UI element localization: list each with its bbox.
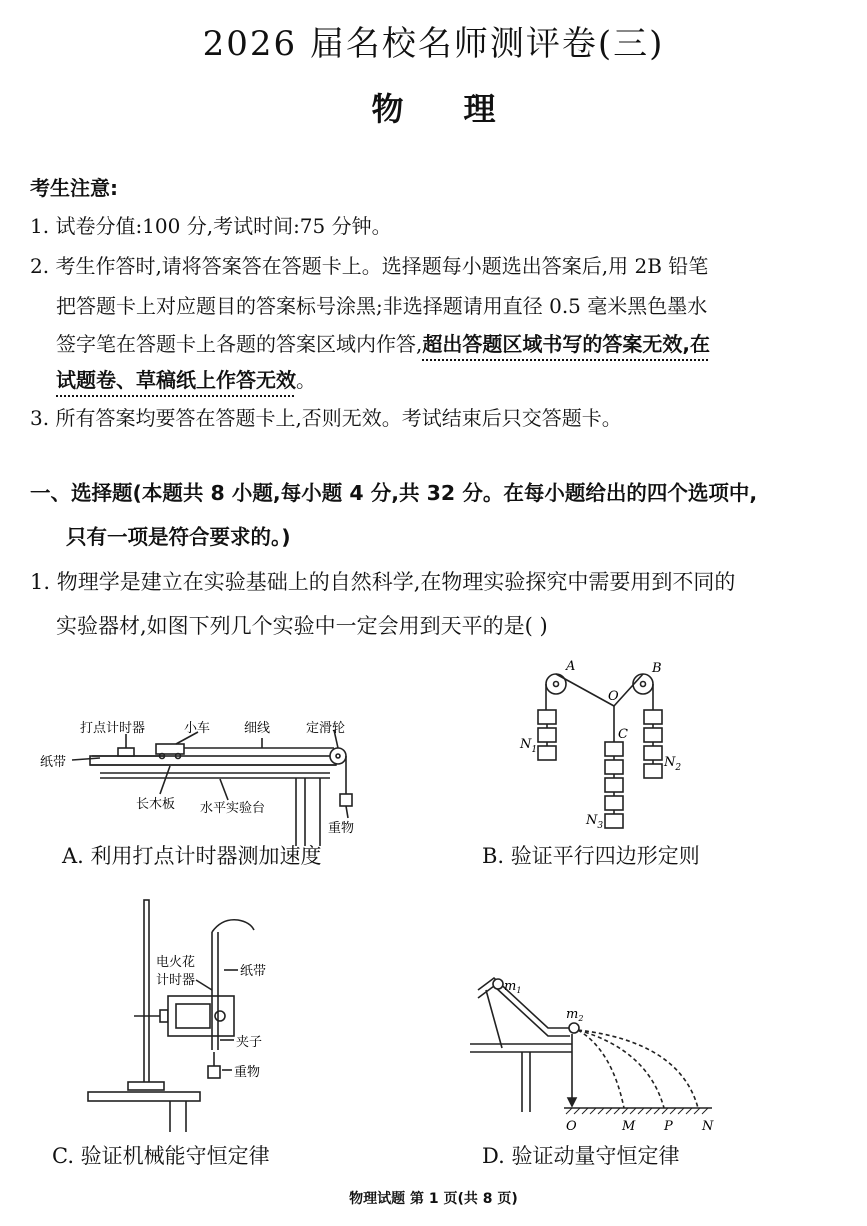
label-weight: 重物 xyxy=(328,821,355,836)
label-weight-c: 重物 xyxy=(234,1065,261,1080)
label-o-d: O xyxy=(566,1119,577,1134)
label-board: 长木板 xyxy=(136,797,176,812)
label-cart: 小车 xyxy=(184,721,211,736)
notice-item-1: 1. 试卷分值:100 分,考试时间:75 分钟。 xyxy=(30,214,392,238)
label-n3-sub: 3 xyxy=(597,821,604,831)
label-n3-main: N xyxy=(586,813,598,828)
label-c: C xyxy=(618,727,628,742)
page-footer: 物理试题 第 1 页(共 8 页) xyxy=(349,1191,518,1207)
label-p: P xyxy=(664,1119,673,1134)
label-timer: 打点计时器 xyxy=(80,721,146,736)
section-heading-cont: 只有一项是符合要求的。) xyxy=(66,525,291,549)
question-1-line-1: 1. 物理学是建立在实验基础上的自然科学,在物理实验探究中需要用到不同的 xyxy=(30,570,736,594)
notice-emphasis: 超出答题区域书写的答案无效,在 xyxy=(422,332,710,356)
caption-c: C. 验证机械能守恒定律 xyxy=(52,1144,270,1168)
question-1-line-2: 实验器材,如图下列几个实验中一定会用到天平的是( ) xyxy=(56,614,548,638)
label-m1-sub: 1 xyxy=(516,986,522,995)
label-tape-c: 纸带 xyxy=(240,964,267,979)
label-m: M xyxy=(622,1119,636,1134)
label-table: 水平实验台 xyxy=(200,801,266,816)
label-string: 细线 xyxy=(244,721,271,736)
label-m2-main: m xyxy=(566,1007,579,1022)
label-m1-main: m xyxy=(504,979,517,994)
label-m2-sub: 2 xyxy=(578,1014,584,1023)
section-heading: 一、选择题(本题共 8 小题,每小题 4 分,共 32 分。在每小题给出的四个选项中, xyxy=(30,481,758,505)
label-m2 xyxy=(566,1007,583,1023)
label-a: A xyxy=(566,659,576,674)
notice-emphasis-2: 试题卷、草稿纸上作答无效 xyxy=(56,368,296,392)
notice-item-2-cont: 把答题卡上对应题目的答案标号涂黑;非选择题请用直径 0.5 毫米黑色墨水 xyxy=(56,294,708,318)
label-m1 xyxy=(504,979,521,995)
label-timer-2: 计时器 xyxy=(156,973,196,988)
label-clip: 夹子 xyxy=(236,1035,263,1050)
label-n1-sub: 1 xyxy=(531,745,538,755)
label-timer-1: 电火花 xyxy=(156,955,196,970)
label-b: B xyxy=(652,661,662,676)
notice-text: 签字笔在答题卡上各题的答案区域内作答, xyxy=(56,332,423,356)
label-n1-main: N xyxy=(520,737,532,752)
label-n2-main: N xyxy=(664,755,676,770)
notice-period: 。 xyxy=(296,368,316,392)
label-pulley: 定滑轮 xyxy=(306,721,346,736)
caption-d: D. 验证动量守恒定律 xyxy=(482,1144,680,1168)
subject-title: 物理 xyxy=(371,90,556,128)
notice-item-3: 3. 所有答案均要答在答题卡上,否则无效。考试结束后只交答题卡。 xyxy=(30,406,622,430)
exam-title: 2026 届名校名师测评卷(三) xyxy=(202,24,665,64)
label-o: O xyxy=(608,689,619,704)
ground-hatching xyxy=(566,1108,708,1114)
label-n2-sub: 2 xyxy=(675,763,682,773)
label-tape: 纸带 xyxy=(40,755,67,770)
label-n: N xyxy=(702,1119,714,1134)
notice-heading: 考生注意: xyxy=(30,176,118,200)
notice-item-2: 2. 考生作答时,请将答案答在答题卡上。选择题每小题选出答案后,用 2B 铅笔 xyxy=(30,254,709,278)
caption-a: A. 利用打点计时器测加速度 xyxy=(62,844,322,868)
caption-b: B. 验证平行四边形定则 xyxy=(482,844,700,868)
